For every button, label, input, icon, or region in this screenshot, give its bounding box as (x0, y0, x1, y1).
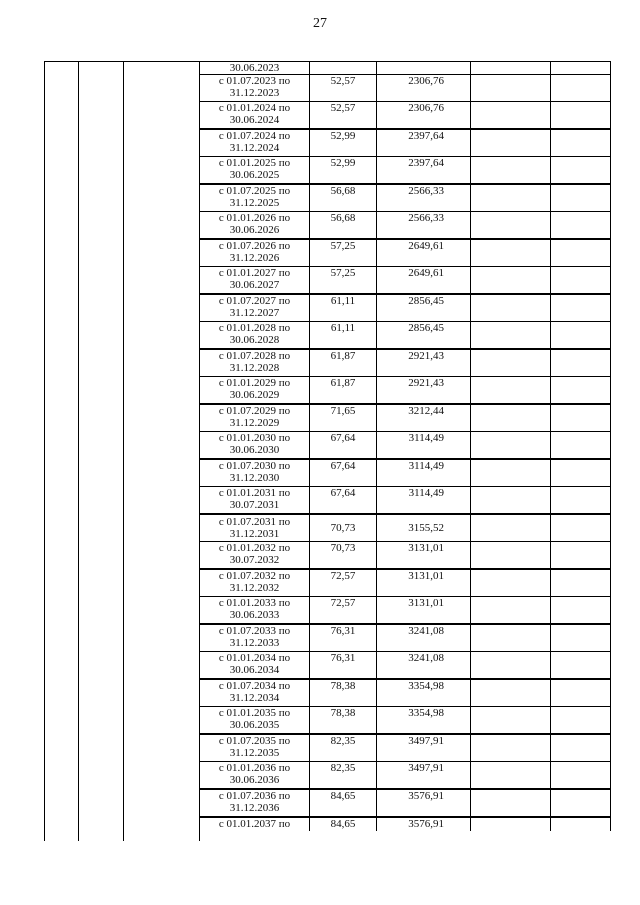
empty-cell (471, 542, 551, 570)
table-row (200, 569, 611, 597)
empty-cell (471, 404, 551, 432)
period-to: 30.06.2035 (229, 719, 280, 731)
empty-cell (471, 789, 551, 817)
period-to: 30.06.2036 (229, 774, 280, 786)
tariff-table (199, 61, 611, 831)
period-from: с 01.07.2030 по (218, 460, 291, 472)
empty-cell (471, 679, 551, 707)
period-cell (200, 129, 310, 157)
empty-cell (471, 157, 551, 185)
period-to: 30.06.2033 (229, 609, 280, 621)
empty-cell (471, 432, 551, 460)
empty-cell (551, 102, 611, 130)
period-cell (200, 624, 310, 652)
empty-cell (551, 789, 611, 817)
empty-cell (551, 157, 611, 185)
value-cell: 2649,61 (377, 239, 471, 267)
empty-cell (551, 542, 611, 570)
period-cell: с 01.01.2037 по (200, 817, 310, 831)
value-cell: 56,68 (310, 184, 377, 212)
period-cell (200, 377, 310, 405)
period-to: 31.12.2024 (229, 142, 280, 154)
table-row (200, 75, 611, 102)
value-cell: 76,31 (310, 624, 377, 652)
table-row (200, 679, 611, 707)
period-cell (200, 487, 310, 515)
period-to: 31.12.2023 (229, 87, 280, 99)
period-from: с 01.07.2023 по (218, 75, 291, 87)
period-cell (200, 404, 310, 432)
value-cell: 3131,01 (377, 542, 471, 570)
empty-cell (551, 404, 611, 432)
period-to: 31.12.2029 (229, 417, 280, 429)
empty-cell (551, 432, 611, 460)
table-row (200, 294, 611, 322)
value-cell: 52,57 (310, 102, 377, 130)
value-cell: 67,64 (310, 487, 377, 515)
value-cell: 82,35 (310, 734, 377, 762)
empty-cell (471, 129, 551, 157)
period-from: с 01.01.2035 по (218, 707, 291, 719)
period-cell (200, 734, 310, 762)
period-from: с 01.07.2031 по (218, 516, 291, 528)
empty-cell (551, 349, 611, 377)
period-to: 31.12.2025 (229, 197, 280, 209)
value-cell: 2566,33 (377, 184, 471, 212)
value-cell: 84,65 (310, 817, 377, 831)
period-to: 31.12.2034 (229, 692, 280, 704)
period-cell (200, 157, 310, 185)
value-cell: 3155,52 (377, 514, 471, 542)
period-from: с 01.07.2029 по (218, 405, 291, 417)
period-cell (200, 75, 310, 102)
period-from: с 01.07.2027 по (218, 295, 291, 307)
value-cell: 2397,64 (377, 129, 471, 157)
value-cell: 82,35 (310, 762, 377, 790)
empty-cell (551, 294, 611, 322)
period-cell (200, 597, 310, 625)
empty-cell (471, 597, 551, 625)
empty-cell (471, 75, 551, 102)
value-cell: 2566,33 (377, 212, 471, 240)
period-from: с 01.07.2035 по (218, 735, 291, 747)
value-cell: 56,68 (310, 212, 377, 240)
empty-cell (471, 102, 551, 130)
period-from: с 01.07.2025 по (218, 185, 291, 197)
value-cell: 61,87 (310, 349, 377, 377)
empty-cell (471, 62, 551, 75)
empty-cell (551, 459, 611, 487)
period-cell (200, 542, 310, 570)
value-cell: 3131,01 (377, 569, 471, 597)
table-row (200, 322, 611, 350)
empty-cell (551, 184, 611, 212)
empty-cell (471, 377, 551, 405)
period-cell (200, 459, 310, 487)
value-cell: 2306,76 (377, 102, 471, 130)
table-row (200, 707, 611, 735)
period-from: с 01.01.2029 по (218, 377, 291, 389)
value-cell: 52,99 (310, 157, 377, 185)
period-to: 31.12.2030 (229, 472, 280, 484)
period-to: 31.12.2032 (229, 582, 280, 594)
period-to: 31.12.2033 (229, 637, 280, 649)
period-cell (200, 569, 310, 597)
table-row (200, 789, 611, 817)
value-cell: 2921,43 (377, 377, 471, 405)
value-cell: 3241,08 (377, 624, 471, 652)
table-row (200, 129, 611, 157)
period-to: 31.12.2026 (229, 252, 280, 264)
table-row (200, 597, 611, 625)
value-cell: 67,64 (310, 432, 377, 460)
period-from: с 01.01.2030 по (218, 432, 291, 444)
value-cell: 3576,91 (377, 789, 471, 817)
period-from: с 01.07.2033 по (218, 625, 291, 637)
empty-cell (471, 239, 551, 267)
period-cell (200, 762, 310, 790)
empty-cell (551, 322, 611, 350)
empty-cell (471, 267, 551, 295)
period-from: с 01.01.2031 по (218, 487, 291, 499)
period-cell (200, 432, 310, 460)
period-cell: 30.06.2023 (200, 62, 310, 75)
empty-cell (471, 734, 551, 762)
period-cell (200, 789, 310, 817)
value-cell: 2921,43 (377, 349, 471, 377)
empty-cell (551, 129, 611, 157)
period-to: 30.06.2026 (229, 224, 280, 236)
table-row (200, 487, 611, 515)
period-from: с 01.07.2026 по (218, 240, 291, 252)
period-to: 30.06.2024 (229, 114, 280, 126)
value-cell: 76,31 (310, 652, 377, 680)
period-cell (200, 514, 310, 542)
period-to: 30.07.2031 (229, 499, 280, 511)
period-from: с 01.07.2032 по (218, 570, 291, 582)
value-cell: 57,25 (310, 239, 377, 267)
value-cell: 72,57 (310, 597, 377, 625)
table-row (200, 267, 611, 295)
table-row (200, 734, 611, 762)
value-cell: 3131,01 (377, 597, 471, 625)
period-cell (200, 679, 310, 707)
table-row (200, 377, 611, 405)
empty-cell (471, 294, 551, 322)
value-cell (377, 62, 471, 75)
period-to: 30.06.2027 (229, 279, 280, 291)
value-cell: 57,25 (310, 267, 377, 295)
table-row (200, 624, 611, 652)
value-cell: 67,64 (310, 459, 377, 487)
table-row (200, 349, 611, 377)
value-cell (310, 62, 377, 75)
value-cell: 3114,49 (377, 432, 471, 460)
period-from: с 01.01.2032 по (218, 542, 291, 554)
value-cell: 70,73 (310, 542, 377, 570)
empty-cell (551, 569, 611, 597)
period-from: с 01.01.2028 по (218, 322, 291, 334)
period-from: с 01.07.2036 по (218, 790, 291, 802)
empty-cell (551, 597, 611, 625)
period-cell (200, 349, 310, 377)
period-from: с 01.01.2034 по (218, 652, 291, 664)
empty-cell (551, 679, 611, 707)
period-from: с 01.01.2027 по (218, 267, 291, 279)
period-to: 30.07.2032 (229, 554, 280, 566)
value-cell: 2306,76 (377, 75, 471, 102)
period-to: 30.06.2025 (229, 169, 280, 181)
empty-cell (471, 322, 551, 350)
empty-cell (551, 212, 611, 240)
table-row (200, 542, 611, 570)
value-cell: 70,73 (310, 514, 377, 542)
period-to: 31.12.2035 (229, 747, 280, 759)
empty-cell (471, 569, 551, 597)
empty-cell (551, 707, 611, 735)
table-row (200, 157, 611, 185)
period-from: с 01.01.2033 по (218, 597, 291, 609)
empty-cell (551, 514, 611, 542)
value-cell: 3241,08 (377, 652, 471, 680)
value-cell: 3354,98 (377, 679, 471, 707)
period-from: с 01.01.2025 по (218, 157, 291, 169)
table-row (200, 239, 611, 267)
table-row (200, 652, 611, 680)
value-cell: 52,99 (310, 129, 377, 157)
empty-cell (471, 184, 551, 212)
period-to: 30.06.2029 (229, 389, 280, 401)
period-from: с 01.07.2034 по (218, 680, 291, 692)
value-cell: 2397,64 (377, 157, 471, 185)
period-cell (200, 239, 310, 267)
value-cell: 2649,61 (377, 267, 471, 295)
page-number: 27 (313, 16, 327, 31)
empty-cell (551, 817, 611, 831)
table-row (200, 62, 611, 75)
empty-cell (551, 377, 611, 405)
period-to: 31.12.2027 (229, 307, 280, 319)
period-to: 31.12.2031 (229, 528, 280, 540)
empty-cell (551, 75, 611, 102)
table-row (200, 184, 611, 212)
value-cell: 71,65 (310, 404, 377, 432)
period-cell (200, 212, 310, 240)
value-cell: 3114,49 (377, 459, 471, 487)
empty-cell (471, 624, 551, 652)
empty-cell (471, 817, 551, 831)
period-to: 31.12.2036 (229, 802, 280, 814)
value-cell: 3497,91 (377, 734, 471, 762)
column-divider (123, 62, 124, 841)
period-cell (200, 294, 310, 322)
value-cell: 3497,91 (377, 762, 471, 790)
period-cell (200, 267, 310, 295)
value-cell: 3576,91 (377, 817, 471, 831)
empty-cell (551, 624, 611, 652)
empty-cell (471, 652, 551, 680)
period-from: с 01.07.2024 по (218, 130, 291, 142)
empty-cell (551, 762, 611, 790)
value-cell: 2856,45 (377, 322, 471, 350)
value-cell: 3212,44 (377, 404, 471, 432)
value-cell: 61,11 (310, 294, 377, 322)
value-cell: 84,65 (310, 789, 377, 817)
table-row (200, 212, 611, 240)
value-cell: 3354,98 (377, 707, 471, 735)
period-to: 31.12.2028 (229, 362, 280, 374)
table-row (200, 432, 611, 460)
table-row (200, 514, 611, 542)
empty-cell (551, 267, 611, 295)
period-to: 30.06.2030 (229, 444, 280, 456)
left-spanning-columns (44, 61, 199, 841)
value-cell: 72,57 (310, 569, 377, 597)
table-row (200, 102, 611, 130)
period-from: с 01.01.2026 по (218, 212, 291, 224)
table-row (200, 459, 611, 487)
empty-cell (551, 62, 611, 75)
empty-cell (471, 707, 551, 735)
empty-cell (471, 487, 551, 515)
period-to: 30.06.2028 (229, 334, 280, 346)
table-row (200, 404, 611, 432)
table-row (200, 817, 611, 831)
period-cell (200, 652, 310, 680)
empty-cell (551, 487, 611, 515)
table-row (200, 762, 611, 790)
value-cell: 61,87 (310, 377, 377, 405)
period-from: с 01.01.2036 по (218, 762, 291, 774)
empty-cell (471, 514, 551, 542)
empty-cell (471, 212, 551, 240)
period-from: с 01.07.2028 по (218, 350, 291, 362)
value-cell: 78,38 (310, 679, 377, 707)
value-cell: 52,57 (310, 75, 377, 102)
empty-cell (471, 762, 551, 790)
empty-cell (471, 459, 551, 487)
empty-cell (551, 652, 611, 680)
column-divider (78, 62, 79, 841)
period-from: с 01.01.2024 по (218, 102, 291, 114)
period-cell (200, 102, 310, 130)
empty-cell (471, 349, 551, 377)
empty-cell (551, 239, 611, 267)
empty-cell (551, 734, 611, 762)
period-cell (200, 707, 310, 735)
period-cell (200, 184, 310, 212)
period-to: 30.06.2034 (229, 664, 280, 676)
value-cell: 61,11 (310, 322, 377, 350)
value-cell: 3114,49 (377, 487, 471, 515)
value-cell: 78,38 (310, 707, 377, 735)
period-cell (200, 322, 310, 350)
value-cell: 2856,45 (377, 294, 471, 322)
